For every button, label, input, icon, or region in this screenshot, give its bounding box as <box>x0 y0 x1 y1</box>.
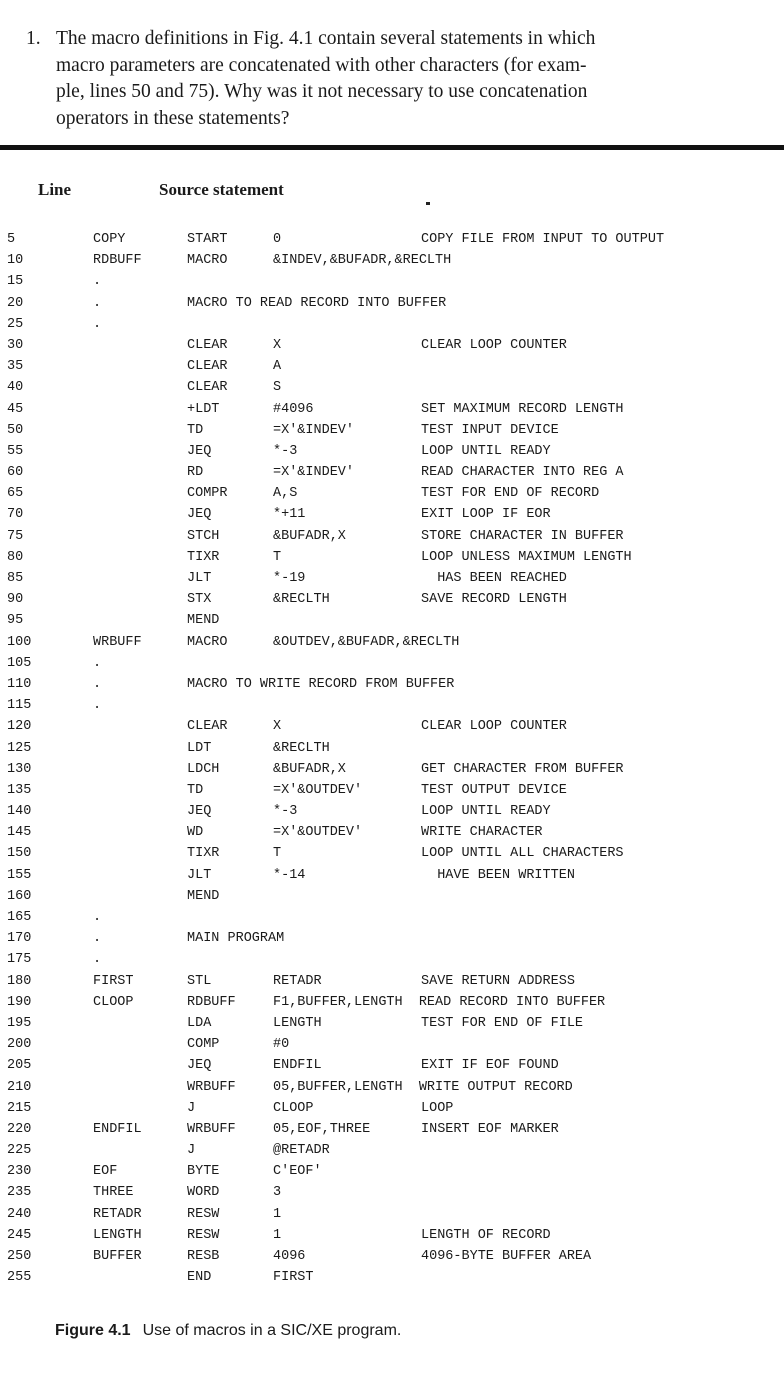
comment-field: TEST FOR END OF RECORD <box>421 486 600 502</box>
opcode-field: MEND <box>187 888 220 904</box>
listing-row <box>0 1164 784 1185</box>
line-number: 240 <box>7 1206 32 1222</box>
opcode-field: LDCH <box>187 761 220 777</box>
opcode-field: LDT <box>187 740 212 756</box>
operand-field: 1 <box>273 1227 282 1243</box>
comment-field: SET MAXIMUM RECORD LENGTH <box>421 401 624 417</box>
line-number: 35 <box>7 359 24 375</box>
label-field: EOF <box>93 1164 118 1180</box>
line-number: 15 <box>7 274 24 290</box>
opcode-field: JLT <box>187 867 212 883</box>
comment-field: SAVE RETURN ADDRESS <box>421 973 575 989</box>
opcode-field: CLEAR <box>187 359 228 375</box>
label-field: FIRST <box>93 973 134 989</box>
question-line-3: ple, lines 50 and 75). Why was it not necessary to use concatenation <box>56 81 588 102</box>
opcode-field: STCH <box>187 528 220 544</box>
opcode-field: JLT <box>187 571 212 586</box>
opcode-field: BYTE <box>187 1164 220 1180</box>
column-header-source: Source statement <box>159 180 284 199</box>
listing-row <box>0 910 784 931</box>
opcode-field: COMP <box>187 1037 220 1053</box>
opcode-field: WD <box>187 825 204 841</box>
listing-row <box>0 296 784 317</box>
question-line-4: operators in these statements? <box>56 107 290 129</box>
line-number: 225 <box>7 1143 32 1159</box>
comment-field: READ CHARACTER INTO REG A <box>421 465 624 481</box>
source-listing <box>0 232 784 1291</box>
line-number: 140 <box>7 804 32 820</box>
line-number: 125 <box>7 740 32 756</box>
label-field: . <box>93 952 102 968</box>
line-number: 10 <box>7 253 24 269</box>
opcode-field: J <box>187 1100 196 1116</box>
listing-row <box>0 952 784 973</box>
operand-field: A,S <box>273 486 298 502</box>
operand-field: &RECLTH <box>273 740 330 756</box>
label-field: . <box>93 316 102 332</box>
line-number: 70 <box>7 507 24 523</box>
label-field: . <box>93 698 102 714</box>
operand-field: 1 <box>273 1206 282 1222</box>
listing-row <box>0 444 784 465</box>
comment-field: GET CHARACTER FROM BUFFER <box>421 761 624 777</box>
listing-row <box>0 762 784 783</box>
line-number: 60 <box>7 465 24 481</box>
operand-field: &RECLTH <box>273 592 330 608</box>
operand-field: ENDFIL <box>273 1058 322 1074</box>
operand-field: *-19 <box>273 571 306 586</box>
comment-field: CLEAR LOOP COUNTER <box>421 719 567 735</box>
listing-row <box>0 698 784 719</box>
operand-field: #0 <box>273 1037 290 1053</box>
opcode-field: TD <box>187 422 204 438</box>
line-number: 105 <box>7 655 32 671</box>
opcode-field: TIXR <box>187 846 220 862</box>
opcode-field: JEQ <box>187 804 212 820</box>
line-number: 120 <box>7 719 32 735</box>
opcode-field: RESW <box>187 1227 220 1243</box>
opcode-field: RD <box>187 465 204 481</box>
opcode-field: RESB <box>187 1249 220 1264</box>
line-number: 170 <box>7 931 32 947</box>
line-number: 45 <box>7 401 24 417</box>
line-number: 150 <box>7 846 32 862</box>
label-field: . <box>93 931 102 947</box>
listing-row <box>0 1207 784 1228</box>
scan-speck <box>426 202 430 205</box>
listing-row <box>0 359 784 380</box>
line-number: 210 <box>7 1079 32 1095</box>
line-number: 115 <box>7 698 32 714</box>
operand-field: CLOOP <box>273 1100 314 1116</box>
opcode-field: JEQ <box>187 1058 212 1074</box>
line-number: 85 <box>7 571 24 586</box>
listing-row <box>0 889 784 910</box>
operand-field: C'EOF' <box>273 1164 322 1180</box>
opcode-field: MACRO TO WRITE RECORD FROM BUFFER <box>187 676 455 692</box>
question-number: 1. <box>26 28 41 49</box>
listing-row <box>0 931 784 952</box>
operand-field: =X'&OUTDEV' <box>273 782 363 798</box>
comment-field: HAS BEEN REACHED <box>421 571 567 586</box>
line-number: 5 <box>7 232 16 247</box>
line-number: 195 <box>7 1015 32 1031</box>
line-number: 245 <box>7 1227 32 1243</box>
opcode-field: TIXR <box>187 549 220 565</box>
opcode-field: +LDT <box>187 401 220 417</box>
listing-row <box>0 380 784 401</box>
comment-field: LOOP <box>421 1100 454 1116</box>
listing-row <box>0 550 784 571</box>
opcode-field: WRBUFF <box>187 1121 236 1137</box>
operand-field: 4096 <box>273 1249 306 1264</box>
line-number: 135 <box>7 782 32 798</box>
label-field: . <box>93 676 102 692</box>
opcode-field: CLEAR <box>187 719 228 735</box>
listing-row <box>0 1185 784 1206</box>
label-field: ENDFIL <box>93 1121 142 1137</box>
operand-field: &BUFADR,X <box>273 528 346 544</box>
label-field: LENGTH <box>93 1227 142 1243</box>
line-number: 90 <box>7 592 24 608</box>
operand-field: &BUFADR,X <box>273 761 346 777</box>
line-number: 110 <box>7 676 32 692</box>
operand-field: LENGTH <box>273 1015 322 1031</box>
operand-field: =X'&INDEV' <box>273 422 355 438</box>
opcode-field: JEQ <box>187 507 212 523</box>
label-field: . <box>93 655 102 671</box>
operand-field: *-3 <box>273 804 298 820</box>
listing-row <box>0 423 784 444</box>
comment-field: SAVE RECORD LENGTH <box>421 592 567 608</box>
listing-row <box>0 507 784 528</box>
operand-field: *-14 <box>273 867 306 883</box>
listing-row <box>0 317 784 338</box>
listing-row <box>0 1228 784 1249</box>
line-number: 145 <box>7 825 32 841</box>
listing-row <box>0 571 784 592</box>
listing-row <box>0 274 784 295</box>
listing-row <box>0 783 784 804</box>
line-number: 205 <box>7 1058 32 1074</box>
listing-row <box>0 868 784 889</box>
label-field: THREE <box>93 1185 134 1201</box>
opcode-field: LDA <box>187 1015 212 1031</box>
operand-field: 0 <box>273 232 282 247</box>
operand-field: A <box>273 359 282 375</box>
operand-field: X <box>273 337 282 353</box>
line-number: 255 <box>7 1270 32 1286</box>
comment-field: COPY FILE FROM INPUT TO OUTPUT <box>421 232 665 247</box>
comment-field: STORE CHARACTER IN BUFFER <box>421 528 624 544</box>
label-field: WRBUFF <box>93 634 142 650</box>
listing-row <box>0 465 784 486</box>
line-number: 50 <box>7 422 24 438</box>
opcode-field: TD <box>187 782 204 798</box>
operand-field: #4096 <box>273 401 314 417</box>
listing-row <box>0 1037 784 1058</box>
listing-row <box>0 974 784 995</box>
comment-field: WRITE CHARACTER <box>421 825 543 841</box>
opcode-field: WRBUFF <box>187 1079 236 1095</box>
operand-field: =X'&OUTDEV' <box>273 825 363 841</box>
comment-field: EXIT LOOP IF EOR <box>421 507 551 523</box>
comment-field: HAVE BEEN WRITTEN <box>421 867 575 883</box>
line-number: 65 <box>7 486 24 502</box>
operand-field: T <box>273 549 282 565</box>
comment-field: CLEAR LOOP COUNTER <box>421 337 567 353</box>
line-number: 80 <box>7 549 24 565</box>
comment-field: TEST FOR END OF FILE <box>421 1015 584 1031</box>
figure-caption <box>55 1322 401 1340</box>
opcode-field: END <box>187 1270 212 1286</box>
line-number: 190 <box>7 994 32 1010</box>
listing-row <box>0 1270 784 1291</box>
line-number: 175 <box>7 952 32 968</box>
listing-row <box>0 338 784 359</box>
operand-field: =X'&INDEV' <box>273 465 355 481</box>
listing-row <box>0 719 784 740</box>
line-number: 130 <box>7 761 32 777</box>
listing-row <box>0 656 784 677</box>
operand-field: *-3 <box>273 443 298 459</box>
label-field: COPY <box>93 232 126 247</box>
operand-field: &INDEV,&BUFADR,&RECLTH <box>273 253 452 269</box>
line-number: 200 <box>7 1037 32 1053</box>
line-number: 30 <box>7 337 24 353</box>
operand-field: 05,EOF,THREE <box>273 1121 371 1137</box>
opcode-field: WORD <box>187 1185 220 1201</box>
listing-row <box>0 232 784 253</box>
section-divider <box>0 145 784 150</box>
opcode-field: MACRO <box>187 634 228 650</box>
operand-field: FIRST <box>273 1270 314 1286</box>
listing-row <box>0 635 784 656</box>
operand-field: S <box>273 380 282 396</box>
opcode-field: STX <box>187 592 212 608</box>
line-number: 215 <box>7 1100 32 1116</box>
operand-field: X <box>273 719 282 735</box>
listing-row <box>0 592 784 613</box>
line-number: 235 <box>7 1185 32 1201</box>
figure-label: Figure 4.1 <box>55 1322 131 1339</box>
listing-row <box>0 995 784 1016</box>
comment-field: LOOP UNTIL READY <box>421 804 551 820</box>
figure-caption-text: Use of macros in a SIC/XE program. <box>142 1322 402 1339</box>
listing-row <box>0 529 784 550</box>
listing-row <box>0 825 784 846</box>
comment-field: LOOP UNLESS MAXIMUM LENGTH <box>421 549 632 565</box>
listing-row <box>0 1016 784 1037</box>
comment-field: TEST OUTPUT DEVICE <box>421 782 567 798</box>
opcode-field: JEQ <box>187 443 212 459</box>
listing-row <box>0 253 784 274</box>
listing-row <box>0 402 784 423</box>
comment-field: INSERT EOF MARKER <box>421 1121 559 1137</box>
line-number: 165 <box>7 910 32 925</box>
operand-field: &OUTDEV,&BUFADR,&RECLTH <box>273 634 460 650</box>
comment-field: LOOP UNTIL ALL CHARACTERS <box>421 846 624 862</box>
question-line-1: The macro definitions in Fig. 4.1 contain several statements in which <box>56 28 596 49</box>
comment-field: 4096-BYTE BUFFER AREA <box>421 1249 592 1264</box>
exercise-question <box>26 26 726 132</box>
opcode-field: COMPR <box>187 486 228 502</box>
operand-field: *+11 <box>273 507 306 523</box>
line-number: 230 <box>7 1164 32 1180</box>
line-number: 20 <box>7 295 24 311</box>
label-field: RDBUFF <box>93 253 142 269</box>
label-field: RETADR <box>93 1206 142 1222</box>
line-number: 40 <box>7 380 24 396</box>
opcode-field: MACRO <box>187 253 228 269</box>
comment-field: TEST INPUT DEVICE <box>421 422 559 438</box>
comment-field: EXIT IF EOF FOUND <box>421 1058 559 1074</box>
listing-row <box>0 677 784 698</box>
column-header-line: Line <box>38 180 72 199</box>
line-number: 180 <box>7 973 32 989</box>
opcode-field: MEND <box>187 613 220 629</box>
opcode-field: MAIN PROGRAM <box>187 931 285 947</box>
label-field: BUFFER <box>93 1249 142 1264</box>
comment-field: LENGTH OF RECORD <box>421 1227 551 1243</box>
comment-field: LOOP UNTIL READY <box>421 443 551 459</box>
line-number: 95 <box>7 613 24 629</box>
label-field: CLOOP <box>93 994 134 1010</box>
listing-row <box>0 1122 784 1143</box>
line-number: 155 <box>7 867 32 883</box>
listing-row <box>0 1058 784 1079</box>
label-field: . <box>93 274 102 290</box>
operand-field: 05,BUFFER,LENGTH WRITE OUTPUT RECORD <box>273 1079 573 1095</box>
opcode-field: STL <box>187 973 212 989</box>
opcode-field: MACRO TO READ RECORD INTO BUFFER <box>187 295 447 311</box>
opcode-field: J <box>187 1143 196 1159</box>
listing-row <box>0 1249 784 1270</box>
listing-row <box>0 1101 784 1122</box>
opcode-field: CLEAR <box>187 337 228 353</box>
question-line-2: macro parameters are concatenated with other characters (for exam- <box>56 54 587 76</box>
line-number: 220 <box>7 1121 32 1137</box>
line-number: 25 <box>7 316 24 332</box>
opcode-field: START <box>187 232 228 247</box>
listing-row <box>0 1080 784 1101</box>
listing-row <box>0 741 784 762</box>
listing-row <box>0 613 784 634</box>
line-number: 55 <box>7 443 24 459</box>
operand-field: 3 <box>273 1185 282 1201</box>
line-number: 250 <box>7 1249 32 1264</box>
operand-field: T <box>273 846 282 862</box>
listing-row <box>0 1143 784 1164</box>
operand-field: F1,BUFFER,LENGTH READ RECORD INTO BUFFER <box>273 994 606 1010</box>
opcode-field: CLEAR <box>187 380 228 396</box>
line-number: 160 <box>7 888 32 904</box>
line-number: 100 <box>7 634 32 650</box>
label-field: . <box>93 910 102 925</box>
operand-field: RETADR <box>273 973 322 989</box>
opcode-field: RDBUFF <box>187 994 236 1010</box>
opcode-field: RESW <box>187 1206 220 1222</box>
listing-row <box>0 486 784 507</box>
label-field: . <box>93 295 102 311</box>
listing-row <box>0 846 784 867</box>
line-number: 75 <box>7 528 24 544</box>
listing-row <box>0 804 784 825</box>
operand-field: @RETADR <box>273 1143 330 1159</box>
